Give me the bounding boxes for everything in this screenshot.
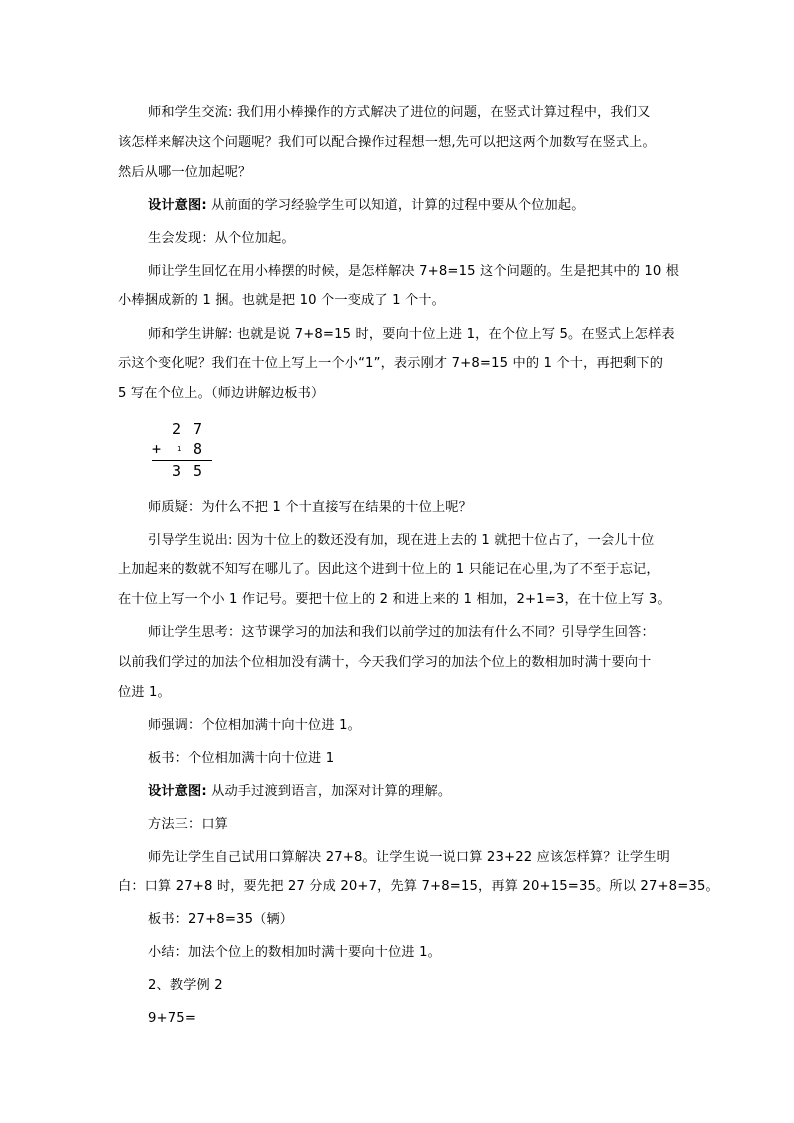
text-segment: 师和学生交流: 我们用小棒操作的方式解决了进位的问题，在竖式计算过程中，我们又 [148, 105, 651, 120]
text-line [148, 498, 472, 518]
text-segment: 板书：个位相加满十向十位进 1 [148, 751, 335, 766]
text-segment: 方法三：口算 [148, 817, 229, 832]
text-line [148, 848, 670, 868]
text-segment: 小棒捆成新的 1 捆。也就是把 10 个一变成了 1 个十。 [118, 293, 445, 308]
text-segment: 引导学生说出: 因为十位上的数还没有加，现在进上去的 1 就把十位占了，一会儿十位 [148, 533, 655, 548]
text-segment: 板书：27+8=35（辆） [148, 912, 294, 927]
text-line [118, 590, 671, 610]
text-segment: 师让学生回忆在用小棒摆的时候，是怎样解决 7+8=15 这个问题的。生是把其中的 10 根 [148, 264, 680, 279]
text-line [148, 782, 451, 802]
text-segment: 白：口算 27+8 时，要先把 27 分成 20+7，先算 7+8=15，再算 20+15=35。所以 27+8=35。 [118, 879, 719, 894]
calc-top-ones: 7 [193, 420, 203, 438]
calc-plus-sign: + [152, 440, 162, 458]
text-line [148, 716, 361, 736]
text-line [118, 653, 652, 673]
text-segment: 位进 1。 [118, 685, 171, 700]
text-segment: 师强调：个位相加满十向十位进 1。 [148, 718, 361, 733]
text-segment: 以前我们学过的加法个位相加没有满十，今天我们学习的加法个位上的数相加时满十要向十 [118, 655, 652, 670]
calc-result-tens: 3 [172, 462, 182, 480]
text-segment: 5 写在个位上。（师边讲解边板书） [118, 386, 325, 401]
text-line [118, 163, 251, 183]
vertical-addition [150, 420, 230, 482]
text-segment: 示这个变化呢？我们在十位上写上一个小“1”，表示刚才 7+8=15 中的 1 个十，再把剩下的 [118, 356, 664, 371]
text-segment: 小结：加法个位上的数相加时满十要向十位进 1。 [148, 945, 441, 960]
text-line [118, 133, 656, 153]
text-line [148, 103, 650, 123]
text-line [148, 943, 441, 963]
text-segment: 师质疑：为什么不把 1 个十直接写在结果的十位上呢？ [148, 500, 472, 515]
calc-result-ones: 5 [193, 462, 203, 480]
text-segment: 从前面的学习经验学生可以知道，计算的过程中要从个位加起。 [206, 198, 585, 213]
text-line [118, 683, 171, 703]
text-line [148, 815, 228, 835]
text-segment: 师让学生思考：这节课学习的加法和我们以前学过的加法有什么不同？引导学生回答： [148, 625, 655, 640]
text-line [148, 910, 293, 930]
text-segment: 在十位上写一个小 1 作记号。要把十位上的 2 和进上来的 1 相加，2+1=3，在十位上写 3。 [118, 592, 671, 607]
calc-top-tens: 2 [172, 420, 182, 438]
calc-second-ones: 8 [193, 440, 203, 458]
text-segment: 师和学生讲解: 也就是说 7+8=15 时，要向十位上进 1，在个位上写 5。在竖式上怎样表 [148, 327, 675, 342]
text-line [118, 384, 324, 404]
text-line [148, 262, 679, 282]
text-line [148, 325, 675, 345]
text-line [148, 229, 295, 249]
text-segment: 9+75= [148, 1011, 197, 1026]
text-line [148, 196, 585, 216]
text-line [118, 560, 660, 580]
text-segment: 然后从哪一位加起呢？ [118, 165, 252, 180]
text-segment: 师先让学生自己试用口算解决 27+8。让学生说一说口算 23+22 应该怎样算？让学生明 [148, 850, 671, 865]
text-line [148, 531, 654, 551]
calc-sum-line [152, 460, 212, 461]
text-segment: 生会发现：从个位加起。 [148, 231, 295, 246]
text-line [118, 354, 663, 374]
text-segment: 2、教学例 2 [148, 978, 223, 993]
text-line [148, 1009, 196, 1029]
text-line [148, 623, 655, 643]
text-segment: 从动手过渡到语言，加深对计算的理解。 [206, 784, 452, 799]
calc-carry-mark: 1 [177, 445, 182, 453]
design-intent-label: 设计意图: [148, 784, 207, 799]
text-line [148, 749, 334, 769]
text-segment: 上加起来的数就不知写在哪儿了。因此这个进到十位上的 1 只能记在心里,为了不至于忘记， [118, 562, 660, 577]
text-line [118, 291, 445, 311]
text-line [148, 976, 223, 996]
text-line [118, 877, 719, 897]
design-intent-label: 设计意图: [148, 198, 207, 213]
text-segment: 该怎样来解决这个问题呢？我们可以配合操作过程想一想,先可以把这两个加数写在竖式上。 [118, 135, 656, 150]
